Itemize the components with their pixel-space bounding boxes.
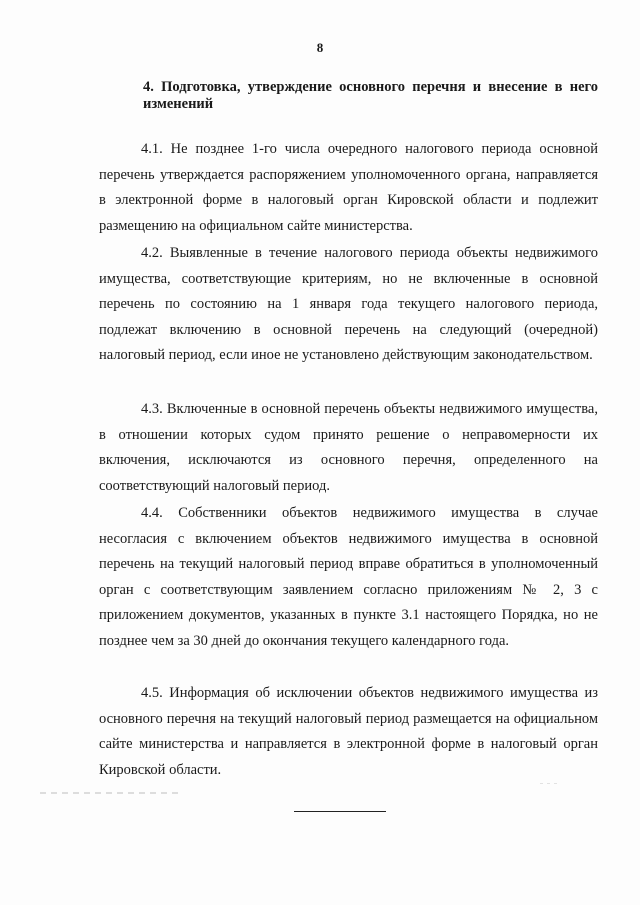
scan-artifact [40, 792, 180, 794]
paragraph-4-2: 4.2. Выявленные в течение налогового периода объекты недвижимого имущества, соответствующие критериям, но не включенные в основной перечень по состоянию на 1 января года текущего налогового периода, подлежат включению в основной перечень на следующий (очередной) налоговый период, если иное не установлено действующим законодательством. [99, 245, 598, 364]
section-title: 4. Подготовка, утверждение основного перечня и внесение в него изменений [143, 79, 598, 112]
end-of-document-rule [294, 811, 386, 812]
paragraph-4-1: 4.1. Не позднее 1-го числа очередного налогового периода основной перечень утверждается распоряжением уполномоченного органа, направляется в электронной форме в налоговый орган Кировской области и подлежит размещению на официальном сайте министерства. [99, 141, 598, 234]
paragraph-4-5: 4.5. Информация об исключении объектов недвижимого имущества из основного перечня на текущий налоговый период размещается на официальном сайте министерства и направляется в электронной форме в налоговый орган Кировской области. [99, 685, 598, 778]
paragraph-4-3: 4.3. Включенные в основной перечень объекты недвижимого имущества, в отношении которых судом принято решение о неправомерности их включения, исключаются из основного перечня, определенного на соответствующий налоговый период. [99, 401, 598, 494]
paragraph-4-4: 4.4. Собственники объектов недвижимого имущества в случае несогласия с включением объектов недвижимого имущества в основной перечень на текущий налоговый период вправе обратиться в уполномоченный орган с соответствующим заявлением согласно приложениям № 2, 3 с приложением документов, указанных в пункте 3.1 настоящего Порядка, но не позднее чем за 30 дней до окончания текущего календарного года. [99, 505, 598, 649]
page-number: 8 [316, 40, 324, 55]
scan-artifact [540, 783, 560, 784]
